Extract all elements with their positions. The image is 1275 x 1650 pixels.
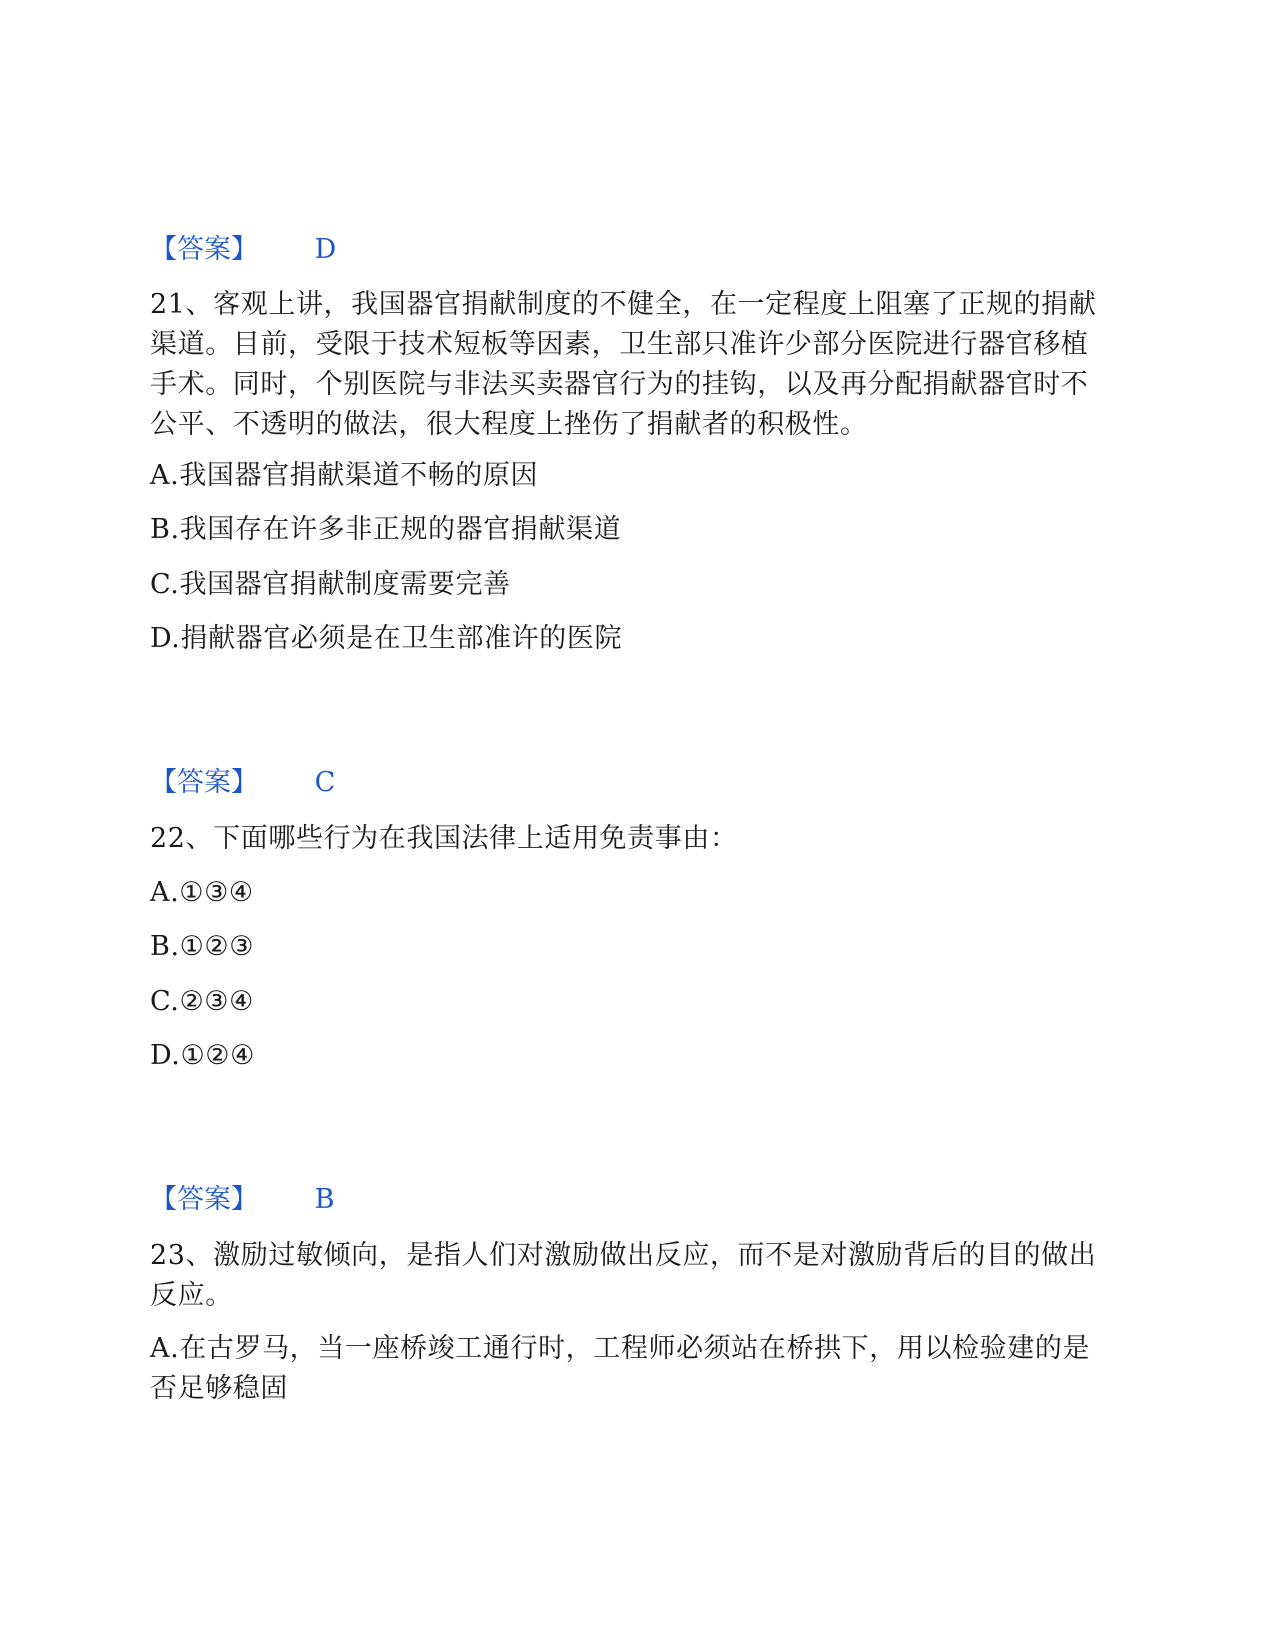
answer-line-q22 — [150, 1180, 334, 1220]
question-22-option-a: A.①③④ — [150, 877, 254, 908]
question-21-option-a: A.我国器官捐献渠道不畅的原因 — [150, 460, 539, 491]
answer-line-q20 — [150, 230, 336, 270]
question-21-option-b: B.我国存在许多非正规的器官捐献渠道 — [150, 514, 622, 545]
answer-label: 【答案】 — [150, 1184, 258, 1215]
question-21-option-c: C.我国器官捐献制度需要完善 — [150, 569, 511, 600]
question-22-option-b: B.①②③ — [150, 931, 255, 962]
answer-value: B — [314, 1184, 335, 1215]
answer-value: C — [314, 767, 336, 798]
answer-line-q21 — [150, 763, 335, 803]
question-22-option-d: D.①②④ — [150, 1040, 255, 1071]
answer-label: 【答案】 — [150, 234, 258, 265]
answer-value: D — [314, 234, 337, 265]
question-22-stem: 22、下面哪些行为在我国法律上适用免责事由： — [150, 823, 738, 854]
question-23-option-a: A.在古罗马，当一座桥竣工通行时，工程师必须站在桥拱下，用以检验建的是否足够稳固 — [150, 1333, 1091, 1404]
answer-label: 【答案】 — [150, 767, 258, 798]
question-21-option-d: D.捐献器官必须是在卫生部准许的医院 — [150, 623, 623, 654]
question-23-stem: 23、激励过敏倾向，是指人们对激励做出反应，而不是对激励背后的目的做出反应。 — [150, 1240, 1097, 1311]
question-21-stem: 21、客观上讲，我国器官捐献制度的不健全，在一定程度上阻塞了正规的捐献渠道。目前，受限于技术短板等因素，卫生部只准许少部分医院进行器官移植手术。同时，个别医院与非法买卖器官行为的挂钩，以及再分配捐献器官时不公平、不透明的做法，很大程度上挫伤了捐献者的积极性。 — [150, 289, 1097, 440]
question-22-option-c: C.②③④ — [150, 986, 254, 1017]
